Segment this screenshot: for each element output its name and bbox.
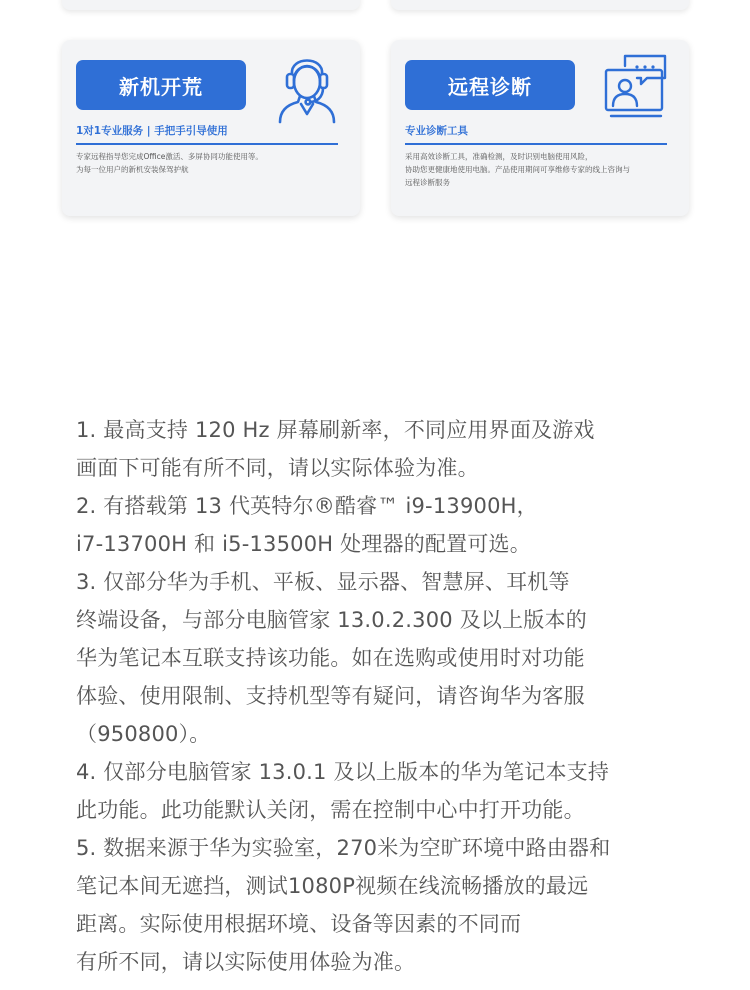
service-card-new-setup: [62, 40, 360, 216]
card-subtitle: 专业诊断工具: [405, 125, 468, 137]
footnote-line: i7-13700H 和 i5-13500H 处理器的配置可选。: [76, 532, 531, 556]
card-top-left-partial: [62, 0, 360, 10]
footnote-line: 终端设备，与部分电脑管家 13.0.2.300 及以上版本的: [76, 608, 587, 632]
description-line: 协助您更健康地使用电脑。产品使用期间可享维修专家的线上咨询与: [405, 165, 630, 174]
footnote-line: 距离。实际使用根据环境、设备等因素的不同而: [76, 912, 522, 936]
footnote-line: 2. 有搭载第 13 代英特尔®酷睿™ i9-13900H，: [76, 494, 538, 518]
footnote-line: 笔记本间无遮挡，测试1080P视频在线流畅播放的最远: [76, 874, 589, 898]
headset-agent-icon: [274, 52, 340, 124]
video-consult-icon: [603, 52, 669, 124]
card-top-right-partial: [391, 0, 689, 10]
service-card-remote-diagnosis: [391, 40, 689, 216]
card-description: [405, 150, 665, 189]
footnotes: [76, 411, 696, 981]
footnote-line: 4. 仅部分电脑管家 13.0.1 及以上版本的华为笔记本支持: [76, 760, 610, 784]
footnote-line: 画面下可能有所不同，请以实际体验为准。: [76, 456, 479, 480]
footnote-line: 1. 最高支持 120 Hz 屏幕刷新率，不同应用界面及游戏: [76, 418, 595, 442]
remote-diagnosis-button[interactable]: 远程诊断: [405, 60, 575, 110]
description-line: 专家远程指导您完成Office激活、多屏协同功能使用等。: [76, 152, 263, 161]
card-description: [76, 150, 336, 176]
divider: [405, 143, 667, 145]
description-line: 采用高效诊断工具，准确检测，及时识别电脑使用风险，: [405, 152, 593, 161]
footnote-line: 此功能。此功能默认关闭，需在控制中心中打开功能。: [76, 798, 585, 822]
footnote-line: 5. 数据来源于华为实验室，270米为空旷环境中路由器和: [76, 836, 611, 860]
footnote-line: （950800）。: [76, 722, 211, 746]
footnote-line: 华为笔记本互联支持该功能。如在选购或使用时对功能: [76, 646, 585, 670]
card-subtitle: 1对1专业服务 | 手把手引导使用: [76, 125, 228, 137]
description-line: 为每一位用户的新机安装保驾护航: [76, 165, 189, 174]
new-setup-button[interactable]: 新机开荒: [76, 60, 246, 110]
description-line: 远程诊断服务: [405, 178, 450, 187]
divider: [76, 143, 338, 145]
footnote-line: 有所不同，请以实际使用体验为准。: [76, 950, 416, 974]
footnote-line: 3. 仅部分华为手机、平板、显示器、智慧屏、耳机等: [76, 570, 570, 594]
footnote-line: 体验、使用限制、支持机型等有疑问，请咨询华为客服: [76, 684, 585, 708]
